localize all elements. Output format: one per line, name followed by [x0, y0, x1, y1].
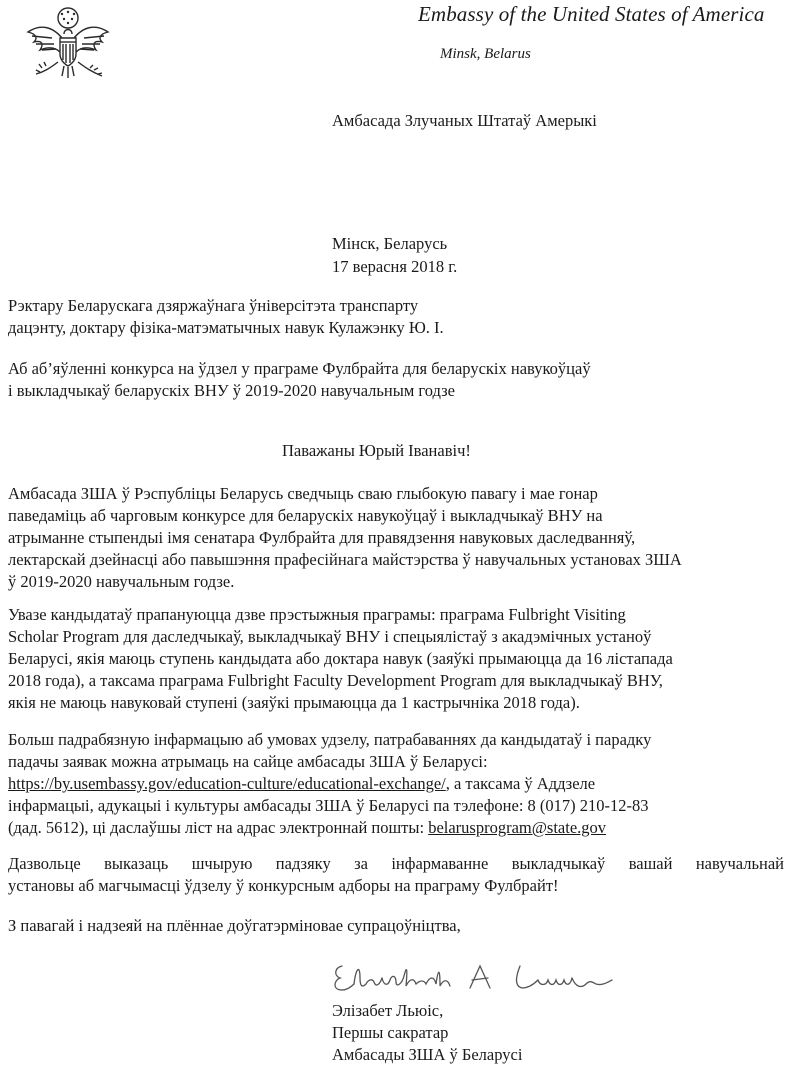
paragraph-line: Увазе кандыдатаў прапануюцца дзве прэстыжныя праграмы: праграма Fulbright Visiting	[8, 605, 626, 624]
paragraph-announcement	[8, 483, 682, 593]
letter-date: 17 верасня 2018 г.	[332, 257, 458, 276]
paragraph-thanks	[8, 853, 784, 897]
paragraph-line: Дазвольце выказаць шчырую падзяку за інфармаванне выкладчыкаў вашай навучальнай	[8, 854, 784, 873]
letter-heading: Амбасада Злучаных Штатаў Амерыкі	[332, 111, 597, 130]
paragraph-line: лектарскай дзейнасці або павышэння прафесійнага майстэрства ў навучальных установах ЗША	[8, 550, 682, 569]
paragraph-line	[8, 773, 651, 795]
addressee-block	[8, 295, 444, 339]
paragraph-line: Scholar Program для даследчыкаў, выкладчыкаў ВНУ і спецыялістаў з акадэмічных устаноў	[8, 627, 652, 646]
signer-name: Элізабет Льюіс,	[332, 1001, 444, 1020]
embassy-seal-icon	[22, 4, 114, 86]
letter-place: Мінск, Беларусь	[332, 234, 448, 253]
handwritten-signature	[330, 958, 620, 998]
salutation: Паважаны Юрый Іванавіч!	[282, 441, 471, 460]
signer-organization: Амбасады ЗША ў Беларусі	[332, 1045, 523, 1064]
subject-line: Аб аб’яўленні конкурса на ўдзел у праграме Фулбрайта для беларускіх навукоўцаў	[8, 359, 591, 378]
paragraph-text: , а таксама ў Аддзеле	[445, 774, 596, 793]
paragraph-line: Амбасада ЗША ў Рэспубліцы Беларусь сведчыць сваю глыбокую павагу і мае гонар	[8, 484, 598, 503]
subject-line: і выкладчыкаў беларускіх ВНУ ў 2019-2020 навучальным годзе	[8, 381, 455, 400]
paragraph-line: інфармацыі, адукацыі і культуры амбасады ЗША ў Беларусі па тэлефоне: 8 (017) 210-12-83	[8, 796, 649, 815]
paragraph-line: якія не маюць навуковай ступені (заяўкі прымаюцца да 1 кастрычніка 2018 года).	[8, 693, 580, 712]
letterhead-embassy-name: Embassy of the United States of America	[418, 2, 765, 26]
paragraph-line: установы аб магчымасці ўдзелу ў конкурсным адборы на праграму Фулбрайт!	[8, 876, 559, 895]
paragraph-line: Больш падрабязную інфармацыю аб умовах удзелу, патрабаваннях да кандыдатаў і парадку	[8, 730, 652, 749]
paragraph-programs	[8, 604, 673, 714]
paragraph-line: 2018 года), а таксама праграма Fulbright Faculty Development Program для выкладчыкаў ВНУ,	[8, 671, 663, 690]
addressee-line: дацэнту, доктару фізіка-матэматычных навук Кулажэнку Ю. І.	[8, 318, 444, 337]
paragraph-contacts	[8, 729, 651, 839]
signer-position: Першы сакратар	[332, 1023, 449, 1042]
email-link[interactable]: belarusprogram@state.gov	[428, 818, 607, 837]
paragraph-line	[8, 817, 651, 839]
letterhead-city: Minsk, Belarus	[440, 46, 531, 62]
paragraph-line: ў 2019-2020 навучальным годзе.	[8, 572, 235, 591]
paragraph-line: паведаміць аб чарговым конкурсе для беларускіх навукоўцаў і выкладчыкаў ВНУ на	[8, 506, 603, 525]
subject-block	[8, 358, 591, 402]
addressee-line: Рэктару Беларускага дзяржаўнага ўніверсітэта транспарту	[8, 296, 419, 315]
paragraph-line: Беларусі, якія маюць ступень кандыдата або доктара навук (заяўкі прымаюцца да 16 лістапада	[8, 649, 673, 668]
paragraph-line: атрыманне стыпендыі імя сенатара Фулбрайта для правядзення навуковых даследванняў,	[8, 528, 636, 547]
paragraph-line: падачы заявак можна атрымаць на сайце амбасады ЗША ў Беларусі:	[8, 752, 488, 771]
paragraph-text: (дад. 5612), ці даслаўшы ліст на адрас электроннай пошты:	[8, 818, 429, 837]
website-link[interactable]: https://by.usembassy.gov/education-culture/educational-exchange/	[8, 774, 446, 793]
closing-line: З павагай і надзеяй на плённае доўгатэрміновае супрацоўніцтва,	[8, 916, 461, 935]
